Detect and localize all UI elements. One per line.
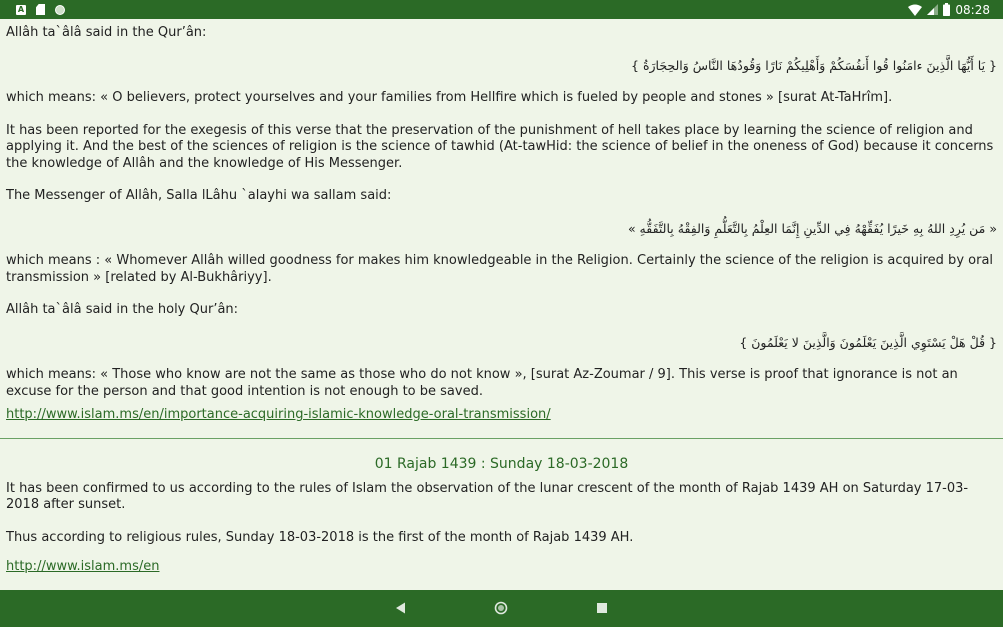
battery-icon (943, 3, 950, 16)
notification-a-icon: A (17, 4, 25, 14)
wifi-icon (908, 4, 922, 16)
quran-intro-2: Allâh ta`âlâ said in the holy Qur’ân: (6, 302, 239, 317)
exegesis-paragraph: It has been reported for the exegesis of this verse that the preservation of the punishment of hell takes place by learning the science of religion and applying it. And the best of the sciences of religion is the science of tawhid (At-tawHid: the science of belief in the oneness of God) because it concerns the knowledge of Allâh and the knowledge of His Messenger. (6, 122, 994, 171)
article (0, 19, 1003, 424)
verse-meaning-2: which means: « Those who know are not the same as those who do not know », [surat Az-Zoumar / 9]. This verse is proof that ignorance is not an excuse for the person and that good intention is not enough to be saved. (6, 367, 958, 399)
notice-paragraph-2: Thus according to religious rules, Sunday 18-03-2018 is the first of the month of Rajab 1439 AH. (6, 529, 634, 545)
messenger-intro: The Messenger of Allâh, Salla lLâhu `alayhi wa sallam said: (6, 188, 392, 203)
content-scroll-area[interactable] (0, 19, 1003, 590)
status-bar (0, 0, 1003, 19)
sd-card-icon (36, 4, 45, 15)
article-intro: Allâh ta`âlâ said in the Qur’ân: (6, 25, 207, 40)
circle-icon (55, 5, 65, 15)
moon-notice (0, 456, 1003, 576)
verse-arabic-1: { يَا أَيُّهَا الَّذِينَ ءامَنُوا قُوا أَنفُسَكُمْ وَأَهْلِيكُمْ نَارًا وَقُودُهَا النَّاسُ وَالحِجَارَةُ } (631, 57, 997, 73)
verse-arabic-2: { قُلْ هَلْ يَسْتَوِي الَّذِينَ يَعْلَمُونَ وَالَّذِينَ لا يَعْلَمُونَ } (739, 334, 997, 350)
article-link[interactable]: http://www.islam.ms/en/importance-acquiring-islamic-knowledge-oral-transmission/ (6, 407, 551, 422)
status-right-icons (908, 2, 990, 17)
notice-paragraph-1: It has been confirmed to us according to the rules of Islam the observation of the lunar crescent of the month of Rajab 1439 AH on Saturday 17-03-2018 after sunset. (6, 480, 969, 512)
hadith-meaning: which means : « Whomever Allâh willed goodness for makes him knowledgeable in the Religion. Certainly the science of the religion is acquired by oral transmission » [related by Al-Bukhâriyy]. (6, 253, 994, 285)
status-time: 08:28 (955, 2, 990, 17)
recents-icon[interactable] (595, 601, 609, 615)
notice-link[interactable]: http://www.islam.ms/en (6, 559, 160, 574)
back-icon[interactable] (394, 601, 408, 615)
verse-meaning-1: which means: « O believers, protect yourselves and your families from Hellfire which is fueled by people and stones » [surat At-TaHrîm]. (6, 90, 893, 105)
notice-title: 01 Rajab 1439 : Sunday 18-03-2018 (374, 455, 629, 472)
status-left-icons (16, 3, 65, 16)
hadith-arabic: « مَن يُرِدِ اللهُ بِهِ خَيرًا يُفَقِّهْهُ فِي الدِّينِ إِنَّمَا العِلْمُ بِالتَّعَلُّمِ وَالفِقْهُ بِالتَّفَقُّهِ » (627, 220, 997, 236)
signal-icon (927, 4, 938, 15)
navigation-bar (0, 590, 1003, 627)
section-divider (0, 438, 1003, 439)
home-icon[interactable] (494, 601, 508, 615)
